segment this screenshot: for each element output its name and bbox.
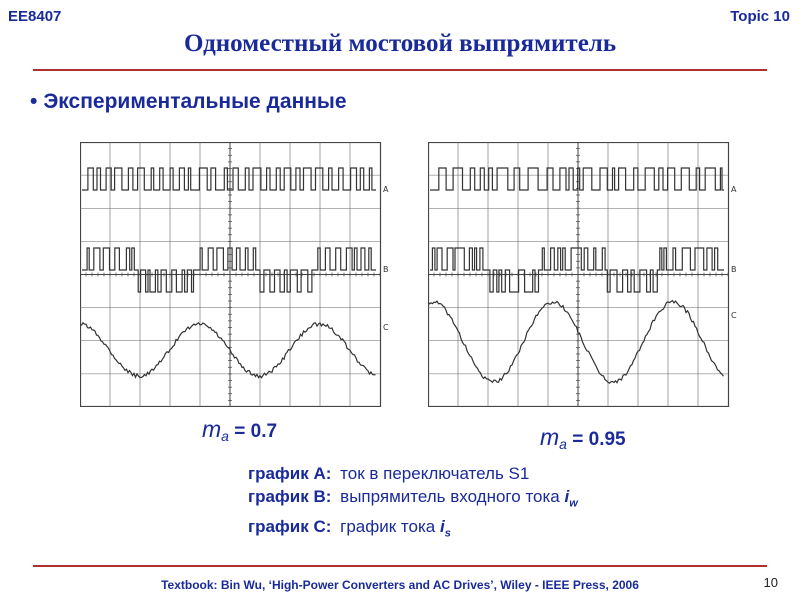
oscilloscope-plot-left: [80, 142, 390, 407]
course-code: EE8407: [8, 8, 62, 25]
top-divider: [33, 69, 767, 71]
modulation-index-right: $m_a = 0.95$: [540, 424, 626, 452]
page-number: 10: [763, 575, 778, 590]
oscilloscope-plot-right: [428, 142, 738, 407]
oscilloscope-grid-right: [428, 142, 738, 407]
trace-label-c: C: [731, 311, 737, 320]
bottom-divider: [33, 565, 767, 567]
trace-c-waveform: [80, 323, 376, 378]
legend-row-a: график A: ток в переключатель S1: [248, 464, 530, 483]
legend-row-b: график B: выпрямитель входного тока $i_w$: [248, 487, 578, 510]
slide-title: Одноместный мостовой выпрямитель: [183, 30, 617, 57]
footer-citation: Textbook: Bin Wu, ‘High-Power Converters and AC Drives’, Wiley - IEEE Press, 2006: [161, 578, 639, 592]
bullet-text: Экспериментальные данные: [43, 90, 347, 113]
trace-a-waveform: [430, 168, 724, 190]
trace-label-b: B: [383, 265, 389, 274]
oscilloscope-grid-left: [80, 142, 390, 407]
modulation-index-value: = 0.7: [234, 421, 278, 442]
modulation-index-value: = 0.95: [572, 429, 626, 450]
trace-c-waveform: [428, 301, 724, 384]
trace-a-waveform: [82, 168, 376, 190]
graph-legend: [248, 462, 578, 546]
modulation-index-left: $m_a = 0.7$: [202, 416, 278, 444]
bullet-dot-icon: •: [30, 90, 38, 113]
trace-label-b: B: [731, 265, 737, 274]
trace-label-a: A: [731, 185, 737, 194]
bullet-item: [30, 90, 347, 114]
legend-row-c: график C: график тока $i_s$: [248, 517, 451, 540]
trace-label-a: A: [383, 185, 389, 194]
topic-label: Topic 10: [730, 8, 790, 25]
trace-label-c: C: [383, 323, 389, 332]
